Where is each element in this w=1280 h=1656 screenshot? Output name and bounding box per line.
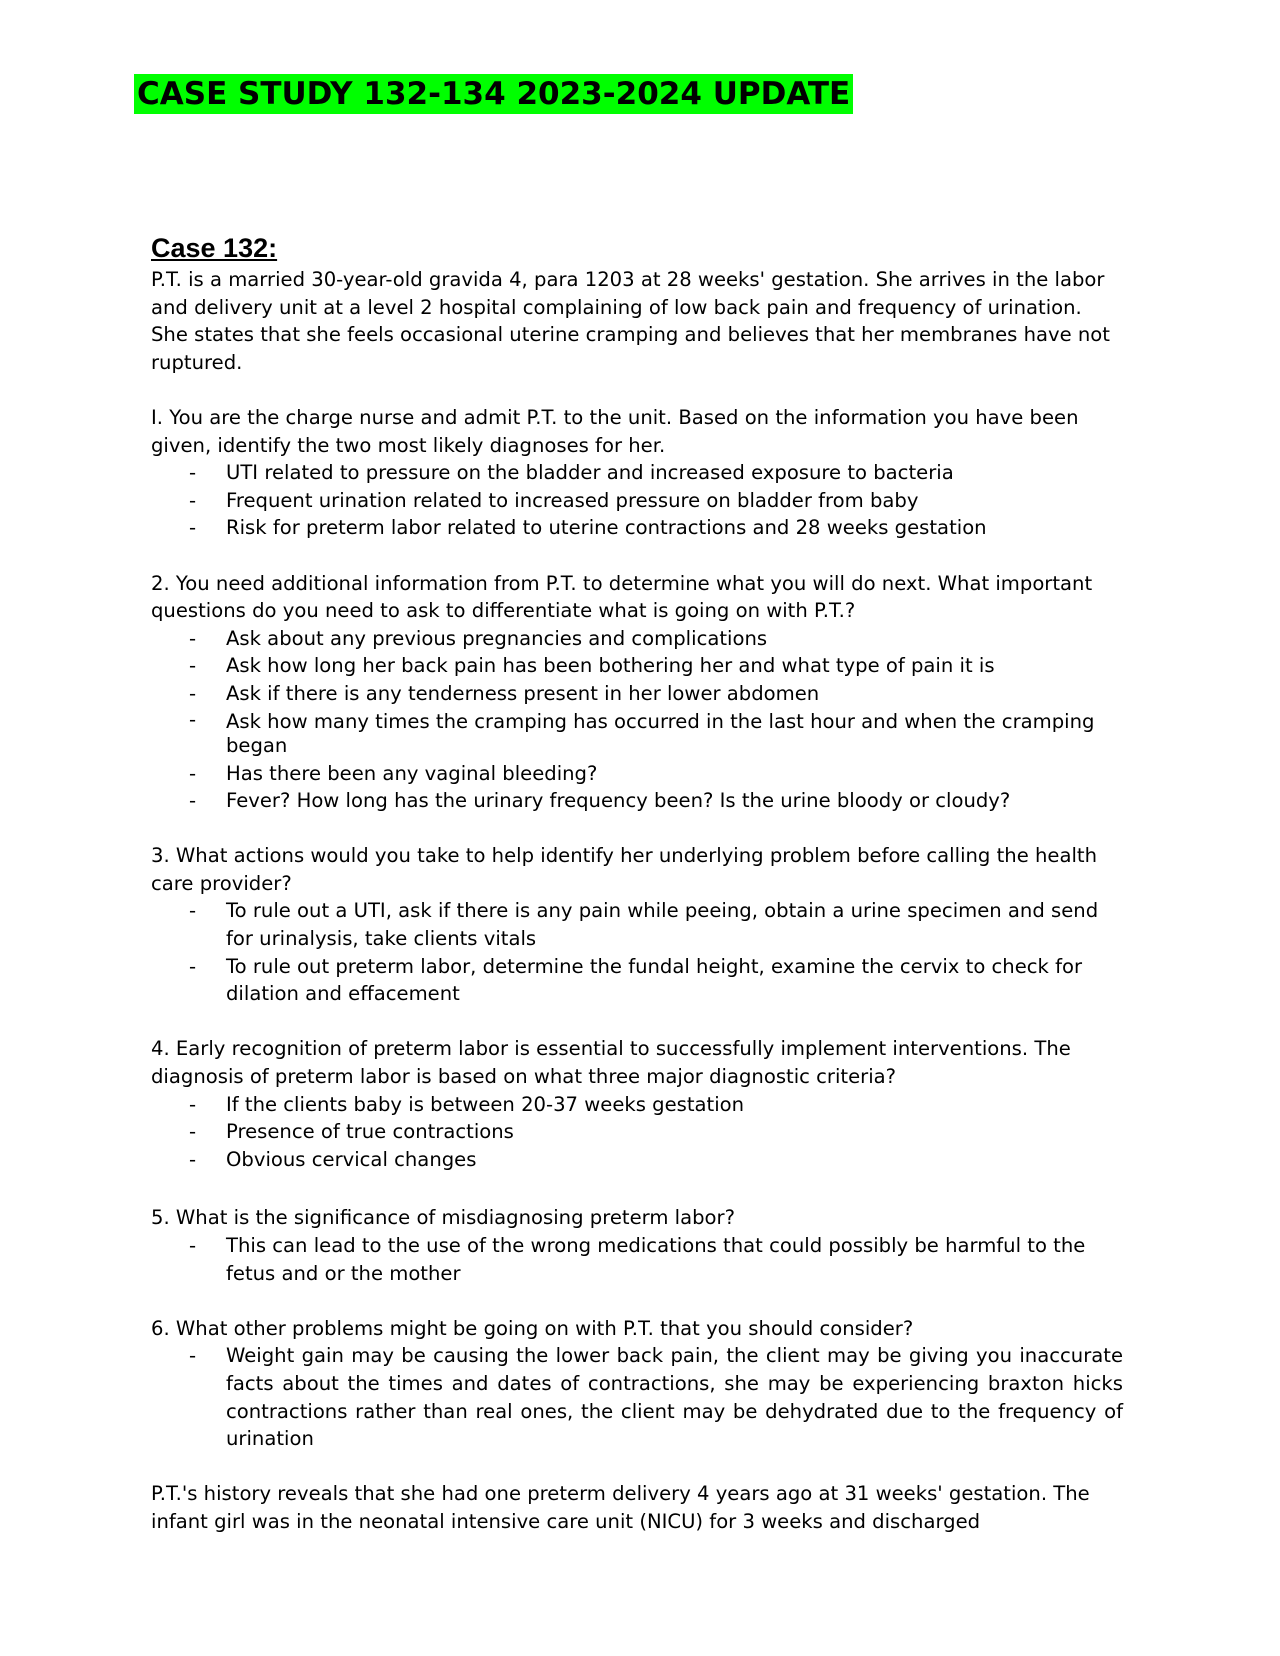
answer-text: If the clients baby is between 20-37 weeks gestation bbox=[226, 1092, 745, 1116]
answer-list bbox=[151, 1091, 1123, 1174]
question-block-5 bbox=[151, 1204, 1123, 1287]
dash-marker: - bbox=[189, 1234, 197, 1257]
answer-item bbox=[151, 787, 1123, 815]
dash-marker: - bbox=[189, 899, 197, 923]
answer-text: Ask how long her back pain has been bothering her and what type of pain it is bbox=[226, 654, 995, 678]
dash-marker: - bbox=[189, 1120, 197, 1144]
answer-text: Fever? How long has the urinary frequency been? Is the urine bloody or cloudy? bbox=[226, 789, 1011, 813]
answer-text: To rule out a UTI, ask if there is any pain while peeing, obtain a urine specimen and send for urinalysis, take clients vitals bbox=[226, 899, 1099, 951]
answer-item bbox=[151, 1232, 1123, 1287]
question-block-4 bbox=[151, 1035, 1123, 1173]
dash-marker: - bbox=[189, 488, 197, 512]
dash-marker: - bbox=[189, 707, 197, 731]
answer-item bbox=[151, 680, 1123, 708]
answer-text: Ask how many times the cramping has occurred in the last hour and when the cramping began bbox=[226, 709, 1095, 757]
dash-marker: - bbox=[189, 626, 197, 650]
question-text: 2. You need additional information from P.T. to determine what you will do next. What important questions do you need to ask to differentiate what is going on with P.T.? bbox=[151, 571, 1093, 623]
question-block-3 bbox=[151, 842, 1123, 1008]
dash-marker: - bbox=[189, 681, 197, 705]
question-block-6 bbox=[151, 1315, 1123, 1453]
case-content bbox=[151, 230, 1123, 1536]
answer-text: Presence of true contractions bbox=[226, 1120, 514, 1144]
answer-text: Risk for preterm labor related to uterine contractions and 28 weeks gestation bbox=[226, 516, 987, 540]
question-text: 6. What other problems might be going on with P.T. that you should consider? bbox=[151, 1316, 914, 1340]
answer-text: Has there been any vaginal bleeding? bbox=[226, 761, 598, 785]
answer-text: Ask about any previous pregnancies and complications bbox=[226, 626, 768, 650]
answer-item bbox=[151, 1342, 1123, 1452]
question-text: 5. What is the significance of misdiagnosing preterm labor? bbox=[151, 1206, 735, 1230]
dash-marker: - bbox=[189, 1344, 197, 1368]
dash-marker: - bbox=[189, 516, 197, 540]
question-text: I. You are the charge nurse and admit P.T. to the unit. Based on the information you have been given, identify the two most likely diagnoses for her. bbox=[151, 405, 1079, 457]
answer-list bbox=[151, 1232, 1123, 1287]
answer-text: Obvious cervical changes bbox=[226, 1147, 477, 1171]
answer-text: Frequent urination related to increased pressure on bladder from baby bbox=[226, 488, 919, 512]
question-block-1 bbox=[151, 404, 1123, 542]
answer-item bbox=[151, 625, 1123, 653]
case-intro: P.T. is a married 30-year-old gravida 4, para 1203 at 28 weeks' gestation. She arrives in the labor and delivery unit at a level 2 hospital complaining of low back pain and frequency of urination. She states that she feels occasional uterine cramping and believes that her membranes have not ruptured. bbox=[151, 268, 1110, 374]
answer-item bbox=[151, 1091, 1123, 1119]
answer-item bbox=[151, 487, 1123, 515]
dash-marker: - bbox=[189, 1092, 197, 1116]
dash-marker: - bbox=[189, 761, 197, 785]
answer-item bbox=[151, 1146, 1123, 1174]
answer-item bbox=[151, 953, 1123, 1008]
answer-text: UTI related to pressure on the bladder and increased exposure to bacteria bbox=[226, 461, 954, 485]
dash-marker: - bbox=[189, 461, 197, 485]
document-title-banner: CASE STUDY 132-134 2023-2024 UPDATE bbox=[134, 74, 853, 114]
question-text: 3. What actions would you take to help identify her underlying problem before calling the health care provider? bbox=[151, 844, 1098, 895]
answer-item bbox=[151, 514, 1123, 542]
answer-item bbox=[151, 708, 1123, 760]
dash-marker: - bbox=[189, 1147, 197, 1171]
answer-text: Ask if there is any tenderness present in her lower abdomen bbox=[226, 681, 820, 705]
answer-item bbox=[151, 652, 1123, 680]
answer-list bbox=[151, 459, 1123, 542]
case-history: P.T.'s history reveals that she had one preterm delivery 4 years ago at 31 weeks' gestation. The infant girl was in the neonatal intensive care unit (NICU) for 3 weeks and discharged bbox=[151, 1482, 1090, 1533]
dash-marker: - bbox=[189, 654, 197, 678]
answer-item bbox=[151, 897, 1123, 952]
answer-list bbox=[151, 897, 1123, 1007]
answer-text: To rule out preterm labor, determine the fundal height, examine the cervix to check for dilation and effacement bbox=[226, 954, 1083, 1006]
dash-marker: - bbox=[189, 954, 197, 978]
answer-text: This can lead to the use of the wrong medications that could possibly be harmful to the fetus and or the mother bbox=[226, 1234, 1086, 1285]
answer-text: Weight gain may be causing the lower back pain, the client may be giving you inaccurate facts about the times and dates of contractions, she may be experiencing braxton hicks contractions rather than real ones, the client may be dehydrated due to the frequency of urination bbox=[226, 1344, 1123, 1451]
answer-list bbox=[151, 625, 1123, 815]
question-text: 4. Early recognition of preterm labor is essential to successfully implement interventions. The diagnosis of preterm labor is based on what three major diagnostic criteria? bbox=[151, 1037, 1071, 1089]
case-heading: Case 132: bbox=[151, 233, 278, 263]
answer-item bbox=[151, 760, 1123, 788]
dash-marker: - bbox=[189, 789, 197, 813]
answer-list bbox=[151, 1342, 1123, 1452]
answer-item bbox=[151, 459, 1123, 487]
answer-item bbox=[151, 1118, 1123, 1146]
question-block-2 bbox=[151, 570, 1123, 815]
